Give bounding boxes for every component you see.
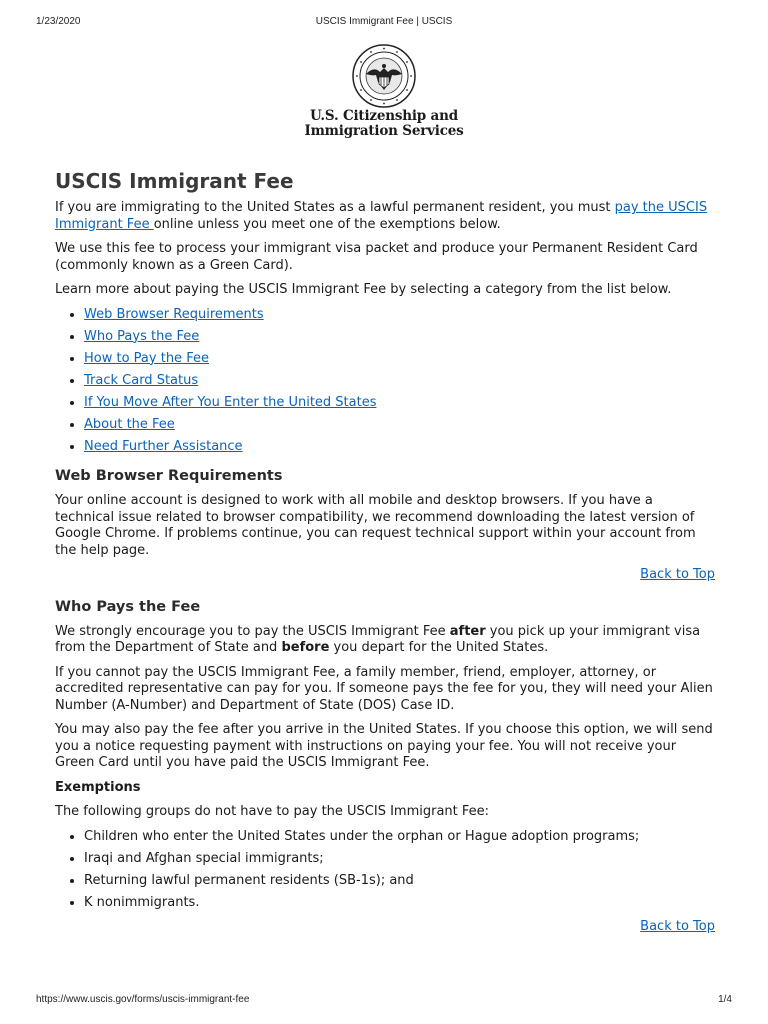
toc-link-about-fee[interactable]: About the Fee [84, 416, 175, 432]
table-of-contents [55, 307, 715, 456]
toc-item [84, 329, 715, 346]
who-pays-after: after [449, 623, 486, 639]
who-pays-before: before [281, 640, 330, 655]
page-title: USCIS Immigrant Fee [55, 169, 294, 193]
list-item: • K nonimmigrants. [84, 895, 715, 912]
who-pays-paragraph-2: If you cannot pay the USCIS Immigrant Fee, a family member, friend, employer, attorney, or accredited representative can pay for you. If someone pays the fee for you, they will need your Alien Number (A-Number) and Department of State (DOS) Case ID. [55, 664, 713, 713]
toc-link-who-pays[interactable]: Who Pays the Fee [84, 328, 200, 344]
agency-name-line1: U.S. Citizenship and [310, 108, 458, 124]
intro-paragraph-2: We use this fee to process your immigrant visa packet and produce your Permanent Resident Card (commonly known as a Green Card). [55, 241, 698, 273]
toc-item [84, 351, 715, 368]
list-item: • Children who enter the United States under the orphan or Hague adoption programs; [84, 829, 715, 846]
who-pays-paragraph-1 [55, 624, 715, 657]
back-to-top-1 [55, 567, 715, 584]
main-content [55, 168, 715, 950]
uscis-logo[interactable] [0, 44, 768, 139]
toc-link-need-assistance[interactable]: Need Further Assistance [84, 438, 243, 454]
back-to-top-link[interactable]: Back to Top [640, 919, 715, 934]
toc-item [84, 395, 715, 412]
dhs-seal-icon [352, 44, 416, 108]
print-date: 1/23/2020 [36, 16, 81, 27]
back-to-top-2 [55, 919, 715, 936]
who-pays-text-a: We strongly encourage you to pay the USCIS Immigrant Fee [55, 623, 450, 639]
who-pays-text-c: you pick up your immigrant visa from the Department of State and [55, 623, 701, 655]
exemptions-heading: Exemptions [55, 779, 141, 795]
list-item: • Iraqi and Afghan special immigrants; [84, 851, 715, 868]
page-number: 1/4 [718, 994, 732, 1005]
print-url: https://www.uscis.gov/forms/uscis-immigrant-fee [36, 994, 250, 1005]
toc-item [84, 373, 715, 390]
list-item: • Returning lawful permanent residents (SB-1s); and [84, 873, 715, 890]
intro-paragraph-3: Learn more about paying the USCIS Immigrant Fee by selecting a category from the list below. [55, 282, 672, 297]
print-header [36, 16, 732, 30]
intro-text-1a: If you are immigrating to the United States as a lawful permanent resident, you must [55, 200, 615, 215]
print-footer [36, 994, 732, 1008]
toc-item [84, 307, 715, 324]
toc-link-web-browser[interactable]: Web Browser Requirements [84, 306, 264, 322]
toc-link-if-you-move[interactable]: If You Move After You Enter the United States [84, 394, 377, 410]
web-browser-body: Your online account is designed to work with all mobile and desktop browsers. If you have a technical issue related to browser compatibility, we recommend downloading the latest version of Google Chrome. If problems continue, you can request technical support within your account from the help page. [55, 493, 696, 558]
intro-paragraph-1 [55, 200, 715, 233]
toc-link-track-card[interactable]: Track Card Status [84, 372, 199, 388]
exemptions-list [55, 829, 715, 912]
toc-link-how-to-pay[interactable]: How to Pay the Fee [84, 350, 209, 366]
agency-name [0, 109, 768, 139]
back-to-top-link[interactable]: Back to Top [640, 567, 715, 582]
intro-text-1b: online unless you meet one of the exemptions below. [153, 216, 501, 232]
toc-item [84, 417, 715, 434]
print-title: USCIS Immigrant Fee | USCIS [315, 16, 453, 27]
exemptions-intro: The following groups do not have to pay the USCIS Immigrant Fee: [55, 804, 490, 819]
web-browser-heading: Web Browser Requirements [55, 468, 283, 484]
who-pays-heading: Who Pays the Fee [55, 598, 201, 615]
agency-name-line2: Immigration Services [304, 123, 464, 139]
who-pays-text-e: you depart for the United States. [329, 640, 549, 655]
who-pays-paragraph-3: You may also pay the fee after you arrive in the United States. If you choose this option, we will send you a notice requesting payment with instructions on paying your fee. You will not receive your Green Card until you have paid the USCIS Immigrant Fee. [55, 722, 713, 770]
pay-fee-link[interactable]: pay the USCIS Immigrant Fee [55, 200, 708, 232]
toc-item [84, 439, 715, 456]
